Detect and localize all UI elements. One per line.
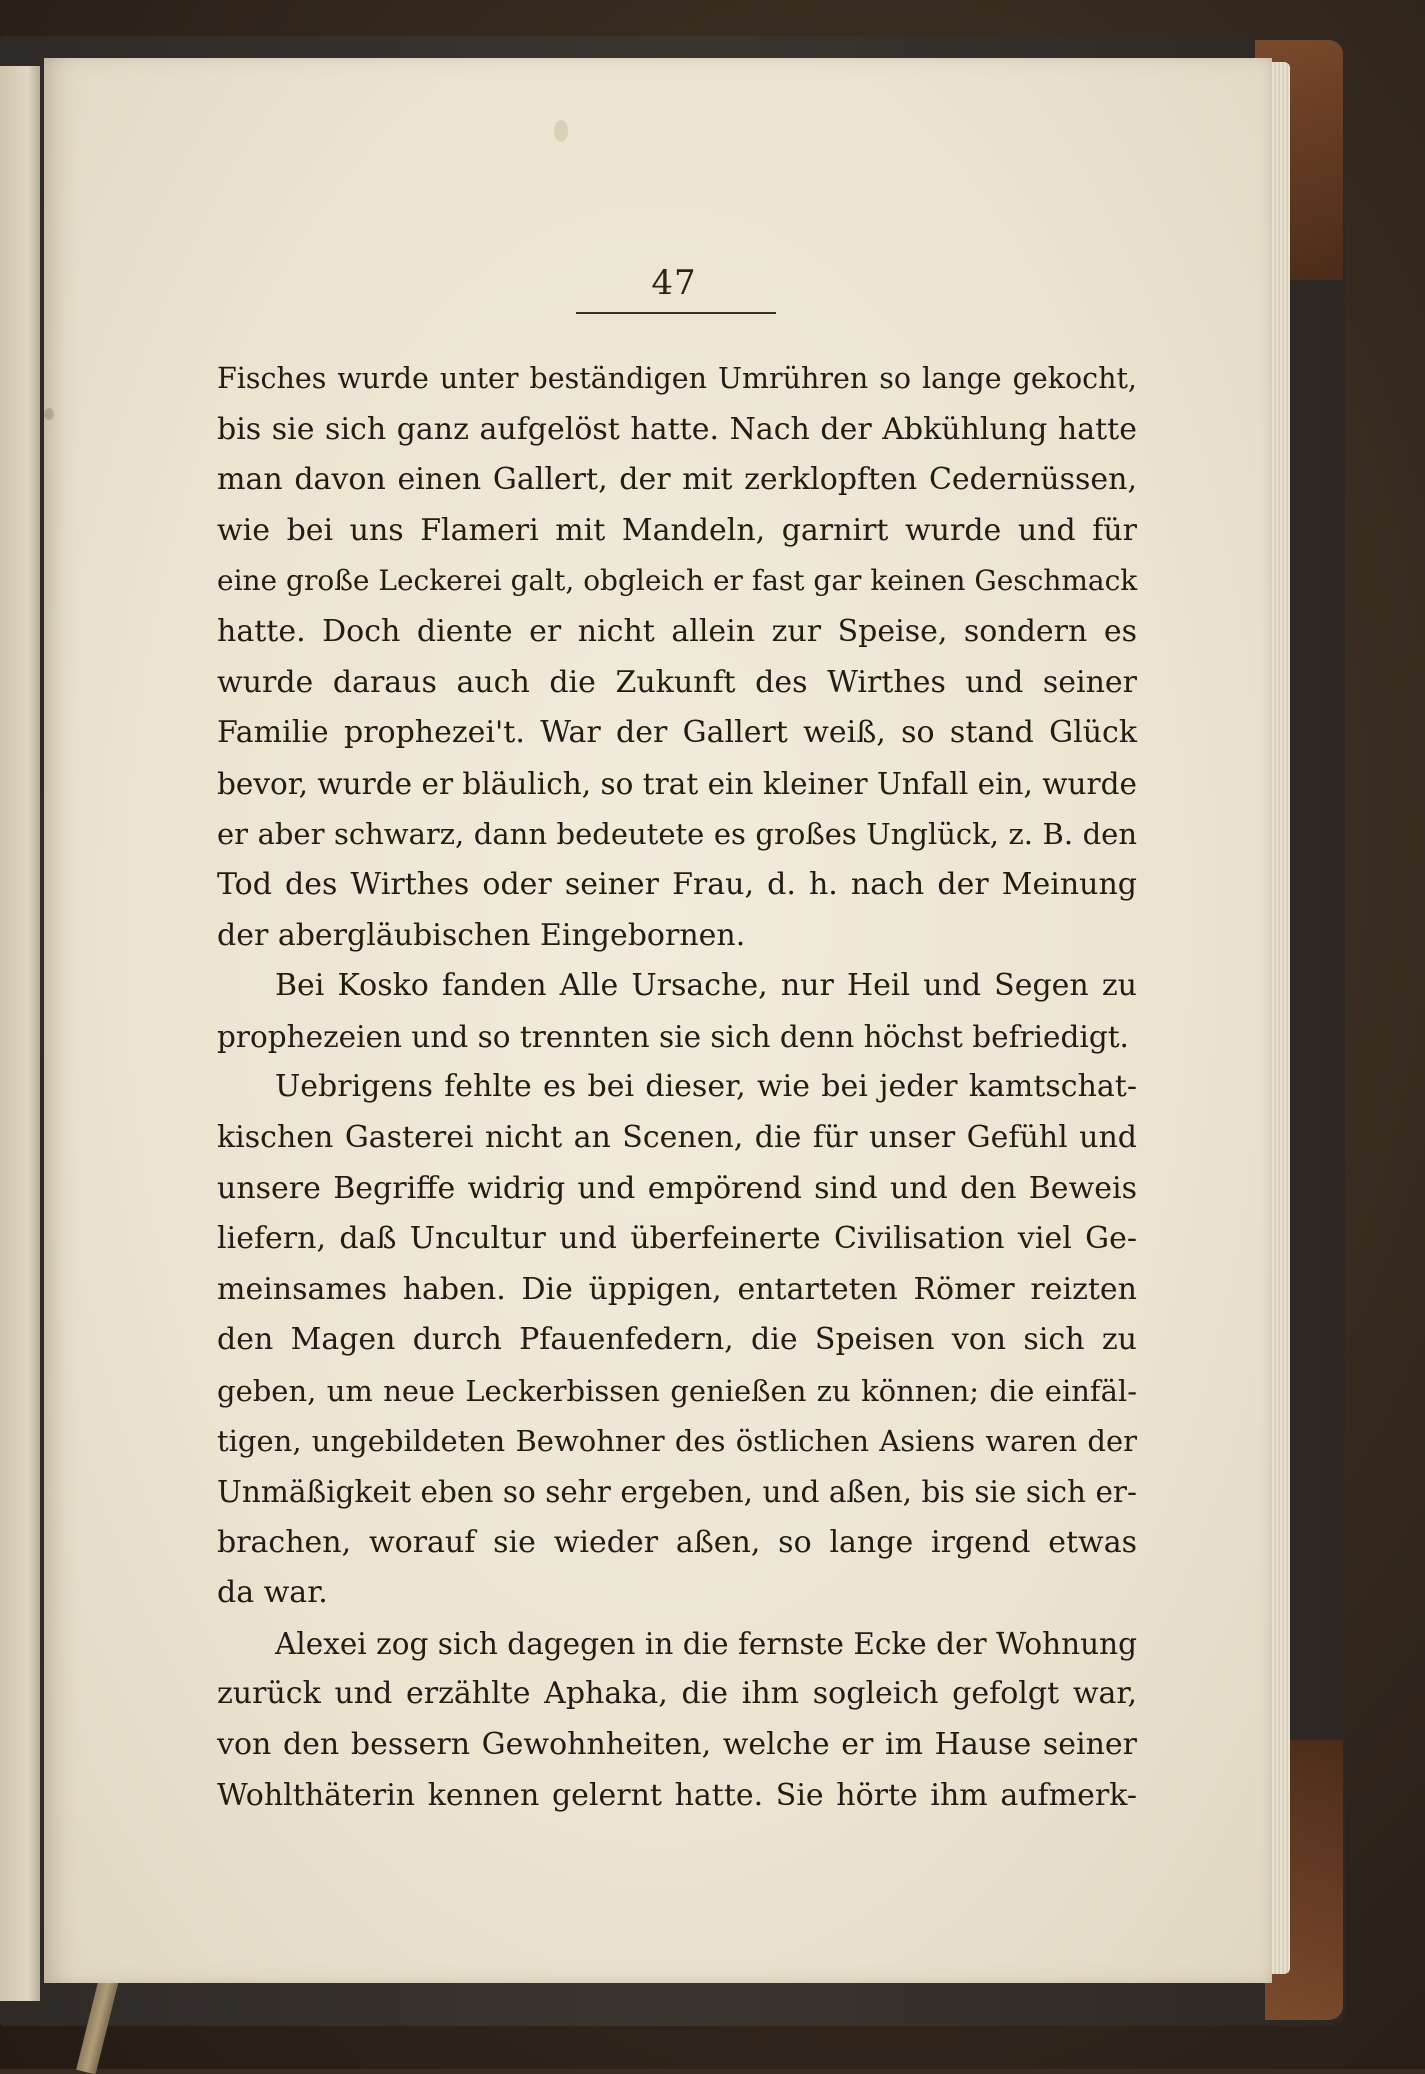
text-line: da war. xyxy=(217,1575,328,1611)
facing-page-edge xyxy=(0,66,40,2001)
text-line: meinsames haben. Die üppigen, entarteten Römer reizten xyxy=(217,1271,1137,1307)
text-line: wie bei uns Flameri mit Mandeln, garnirt wurde und für xyxy=(217,512,1137,548)
text-line: liefern, daß Uncultur und überfeinerte Civilisation viel Ge- xyxy=(217,1221,1137,1257)
text-line: man davon einen Gallert, der mit zerklopften Cedernüssen, xyxy=(217,462,1137,498)
text-line: Familie prophezei't. War der Gallert weiß, so stand Glück xyxy=(217,715,1137,751)
text-line: Bei Kosko fanden Alle Ursache, nur Heil und Segen zu xyxy=(275,968,1137,1004)
page-number: 47 xyxy=(651,263,697,303)
text-line: er aber schwarz, dann bedeutete es großes Unglück, z. B. den xyxy=(217,817,1137,852)
text-line: Uebrigens fehlte es bei dieser, wie bei jeder kamtschat- xyxy=(275,1069,1137,1105)
page-stain xyxy=(554,120,568,142)
text-line: Alexei zog sich dagegen in die fernste Ecke der Wohnung xyxy=(275,1626,1137,1661)
page-stain xyxy=(44,408,54,420)
text-line: tigen, ungebildeten Bewohner des östlichen Asiens waren der xyxy=(217,1424,1137,1459)
text-line: prophezeien und so trennten sie sich denn höchst befriedigt. xyxy=(217,1019,1129,1054)
text-line: wurde daraus auch die Zukunft des Wirthes und seiner xyxy=(217,664,1137,700)
text-line: den Magen durch Pfauenfedern, die Speisen von sich zu xyxy=(217,1322,1137,1358)
text-line: Tod des Wirthes oder seiner Frau, d. h. nach der Meinung xyxy=(217,866,1137,902)
text-line: kischen Gasterei nicht an Scenen, die für unser Gefühl und xyxy=(217,1119,1137,1155)
text-line: von den bessern Gewohnheiten, welche er im Hause seiner xyxy=(217,1727,1137,1763)
text-line: brachen, worauf sie wieder aßen, so lange irgend etwas xyxy=(217,1524,1137,1560)
text-line: zurück und erzählte Aphaka, die ihm sogleich gefolgt war, xyxy=(217,1676,1137,1712)
text-line: der abergläubischen Eingebornen. xyxy=(217,917,746,953)
text-line: bis sie sich ganz aufgelöst hatte. Nach der Abkühlung hatte xyxy=(217,411,1137,447)
text-line: Wohlthäterin kennen gelernt hatte. Sie hörte ihm aufmerk- xyxy=(217,1777,1137,1813)
body-text xyxy=(217,354,1137,1821)
text-line: Unmäßigkeit eben so sehr ergeben, und aßen, bis sie sich er- xyxy=(217,1475,1137,1510)
text-line: Fisches wurde unter beständigen Umrühren so lange gekocht, xyxy=(217,362,1137,395)
text-line: eine große Leckerei galt, obgleich er fast gar keinen Geschmack xyxy=(217,564,1138,598)
text-line: bevor, wurde er bläulich, so trat ein kleiner Unfall ein, wurde xyxy=(217,766,1137,801)
text-line: hatte. Doch diente er nicht allein zur Speise, sondern es xyxy=(217,613,1137,649)
page-number-rule xyxy=(576,312,776,314)
text-line: geben, um neue Leckerbissen genießen zu können; die einfäl- xyxy=(217,1373,1137,1408)
book-page xyxy=(44,58,1272,1983)
text-line: unsere Begriffe widrig und empörend sind und den Beweis xyxy=(217,1170,1137,1206)
